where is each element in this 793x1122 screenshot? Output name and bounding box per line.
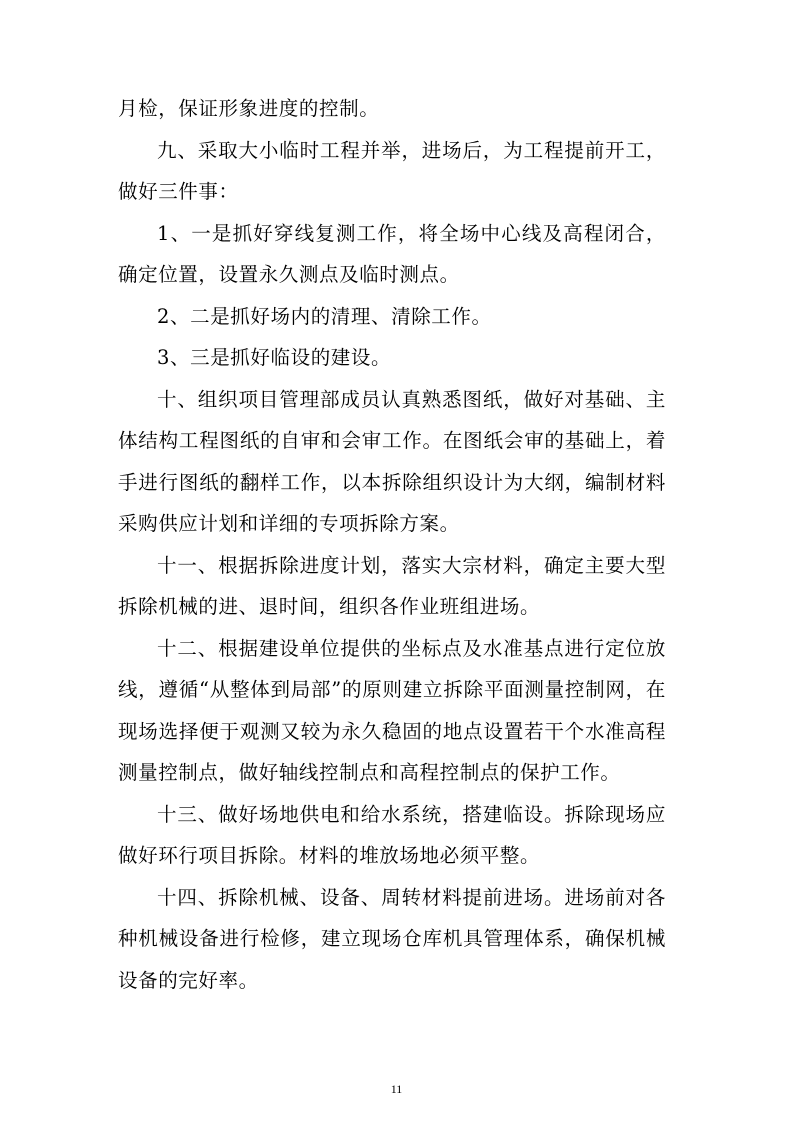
paragraph-continuation: 月检，保证形象进度的控制。 xyxy=(118,97,380,120)
page-number: 11 xyxy=(390,1082,403,1096)
paragraph-item-10: 十、组织项目管理部成员认真熟悉图纸，做好对基础、主体结构工程图纸的自审和会审工作。在图纸会审的基础上，着手进行图纸的翻样工作，以本拆除组织设计为大纲，编制材料采购供应计划和详细的专项拆除方案。 xyxy=(118,387,666,535)
paragraph-item-12: 十二、根据建设单位提供的坐标点及水准基点进行定位放线，遵循“从整体到局部”的原则建立拆除平面测量控制网，在现场选择便于观测又较为永久稳固的地点设置若干个水准高程测量控制点，做好轴线控制点和高程控制点的保护工作。 xyxy=(118,636,666,784)
paragraph-subitem-2: 2、二是抓好场内的清理、清除工作。 xyxy=(157,304,492,328)
paragraph-subitem-1: 1、一是抓好穿线复测工作，将全场中心线及高程闭合，确定位置，设置永久测点及临时测点。 xyxy=(118,221,666,286)
paragraph-item-11: 十一、根据拆除进度计划，落实大宗材料，确定主要大型拆除机械的进、退时间，组织各作业班组进场。 xyxy=(118,553,666,618)
paragraph-subitem-3: 3、三是抓好临设的建设。 xyxy=(157,346,392,369)
paragraph-item-14: 十四、拆除机械、设备、周转材料提前进场。进场前对各种机械设备进行检修，建立现场仓库机具管理体系，确保机械设备的完好率。 xyxy=(118,885,666,992)
paragraph-item-13: 十三、做好场地供电和给水系统，搭建临设。拆除现场应做好环行项目拆除。材料的堆放场地必须平整。 xyxy=(118,802,666,867)
body-text xyxy=(118,88,666,1001)
paragraph-item-9: 九、采取大小临时工程并举，进场后，为工程提前开工，做好三件事： xyxy=(118,138,666,203)
